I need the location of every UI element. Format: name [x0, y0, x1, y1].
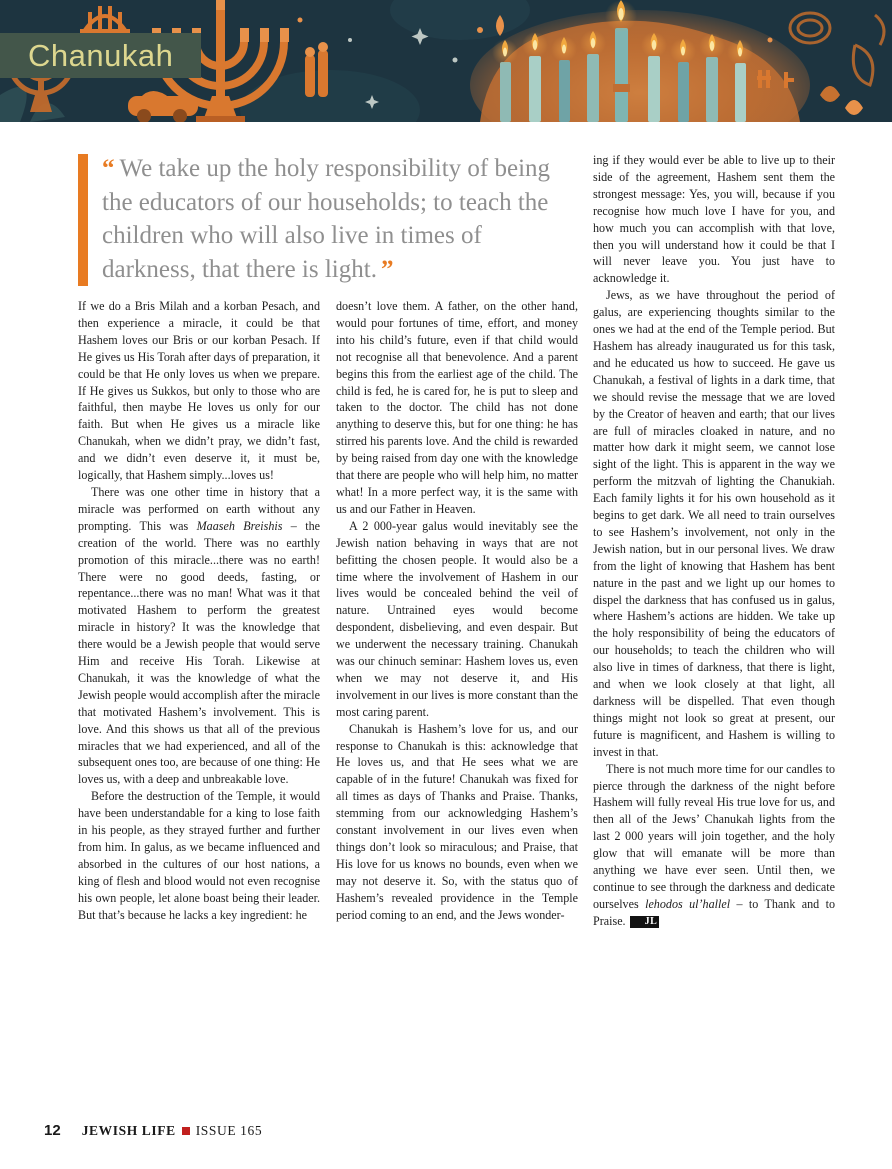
pull-quote-text [102, 152, 578, 286]
pull-quote-accent-bar [78, 154, 88, 286]
article-paragraph: Jews, as we have throughout the period of galus, are experiencing thoughts similar to the ones we had at the end of the Temple period. But Hashem has already inaugurated us for this task, and he educated us how to succeed. He gave us Chanukah, a festival of lights in a dark time, that we should revise the message that we are loved by the Creator of heaven and earth; that our lives are full of miracles cloaked in nature, and no matter how dark it might seem, we cannot lose sight of the light. This is apparent in the way we perform the mitzvah of lighting the Chanukiah. Each family lights it for his own household as it begins to get dark. We all need to train ourselves to see Hashem’s involvement, not only in the Jewish nation, but in our personal lives. We draw from the light of knowing that Hashem has bent nature in the past and we light up our homes to dispel the darkness that has confused us in galus, where Hashem’s actions are hidden. We take up the holy responsibility of being the educators of our households; to teach the children who will also live in times of darkness, that there is light, and when we look closely at that light, all darkness will be dispelled. That even though things might not look so great at present, our future is magnificent, and Hashem is willing to invest in that. [593, 288, 835, 759]
article-paragraph: If we do a Bris Milah and a korban Pesach, and then experience a miracle, it could be that Hashem loves our Bris or our korban Pesach. If He gives us His Torah after days of preparation, it could be that He only loves us when we prepare. If He gives us Sukkos, but only to those who are faithful, then maybe He loves us only for our faith. But when He gives us a miracle like Chanukah, when we didn’t pray, we didn’t fast, and we didn’t even deserve it, it must be, logically, that Hashem simply...loves us! [78, 299, 320, 483]
article-column-1 [78, 298, 320, 1116]
quote-open-mark-icon: “ [102, 155, 114, 182]
article-column-2 [336, 298, 578, 1116]
article-paragraph: doesn’t love them. A father, on the other hand, would pour fortunes of time, effort, and money into his child’s future, even if that child would not recognise all that benevolence. And a parent begins this from the earliest age of the child. The child is fed, he is cared for, he is put to sleep and taken to the doctor. The child has not done anything to deserve this, but for one thing: he has stirred his parents love. And the child is rewarded by being raised from day one with the knowledge that there are people who will help him, no matter what! In a more perfect way, it is the same with us and our Father in Heaven. [336, 299, 578, 516]
article-paragraph: Before the destruction of the Temple, it would have been understandable for a king to lose faith in his people, as they strayed further and further from him. In galus, as we became influenced and absorbed in the cultures of our host nations, a king of flesh and blood would not even recognise his own people, let alone boast being their leader. But that’s because he lacks a key ingredient: he [78, 789, 320, 922]
banner [0, 0, 892, 122]
article-paragraph: There is not much more time for our candles to pierce through the darkness of the night before Hashem will fully reveal His true love for us, and then all of the Jews’ Chanukah lights from the last 2 000 years will join together, and the holy glow that will emanate will be more than anything we have ever seen. Until then, we continue to see through the darkness and dedicate ourselves lehodos ul’hallel – to Thank and to Praise. JL [593, 761, 835, 928]
pull-quote-body: We take up the holy responsibility of being the educators of our households; to teach the children who will also live in times of darkness, that there is light. [102, 155, 551, 283]
article-paragraph: Chanukah is Hashem’s love for us, and our response to Chanukah is this: acknowledge that He loves us, and that He sees what we are capable of in the future! Chanukah was fixed for all times as days of Thanks and Praise. Thanks, stemming from our acknowledging Hashem’s constant involvement in our lives even when things don’t look so miraculous; and Praise, that His love for us knows no bounds, even when we may not deserve it. So, with the status quo of Hashem’s revealed providence in the Temple period coming to an end, and the Jews wonder- [336, 721, 578, 922]
page-number: 12 [44, 1122, 61, 1139]
magazine-name: JEWISH LIFE [81, 1122, 176, 1138]
section-title-chanukah: Chanukah [0, 33, 201, 78]
pull-quote [78, 152, 578, 288]
issue-separator-square-icon [182, 1127, 190, 1135]
issue-number: ISSUE 165 [195, 1122, 263, 1138]
end-of-article-mark: JL [630, 916, 660, 928]
quote-close-mark-icon: ” [380, 255, 393, 283]
page-footer [44, 1122, 262, 1139]
article-column-3 [593, 152, 835, 1100]
article-paragraph: ing if they would ever be able to live up to their side of the agreement, Hashem sent them the strongest message: Yes, you will, because if you recognise how much love I have for you, and how much you can accomplish with that love, then you will understand how it could be that I will never leave you. You just have to acknowledge it. [593, 153, 835, 286]
article-paragraph: A 2 000-year galus would inevitably see the Jewish nation behaving in ways that are not befitting the chosen people. It would also be a time where the involvement of Hashem in our lives would be concealed behind the veil of nature. Untrained eyes would become despondent, disbelieving, and even despair. But we underwent the necessary training. Chanukah was our chinuch seminar: Hashem loves us, even when we may not deserve it, and His involvement in our lives is more constant than the most caring parent. [336, 518, 578, 719]
article-paragraph: There was one other time in history that a miracle was performed on earth without any prompting. This was Maaseh Breishis – the creation of the world. There was no earthly promotion of this miracle...there was no earth! There were no good deeds, fasting, or repentance...there was no man! What was it that motivated Hashem to perform the greatest miracle in history? It was the knowledge that there would be a Jewish people that would serve Him and receive His Torah. Likewise at Chanukah, it was the knowledge of what the Jewish people would accomplish after the miracle that motivated Hashem’s involvement. This is love. And this shows us that all of the previous miracles that we had experienced, and all of the subsequent ones too, are because of one thing: He loves us, with a deep and unbreakable love. [78, 484, 320, 787]
